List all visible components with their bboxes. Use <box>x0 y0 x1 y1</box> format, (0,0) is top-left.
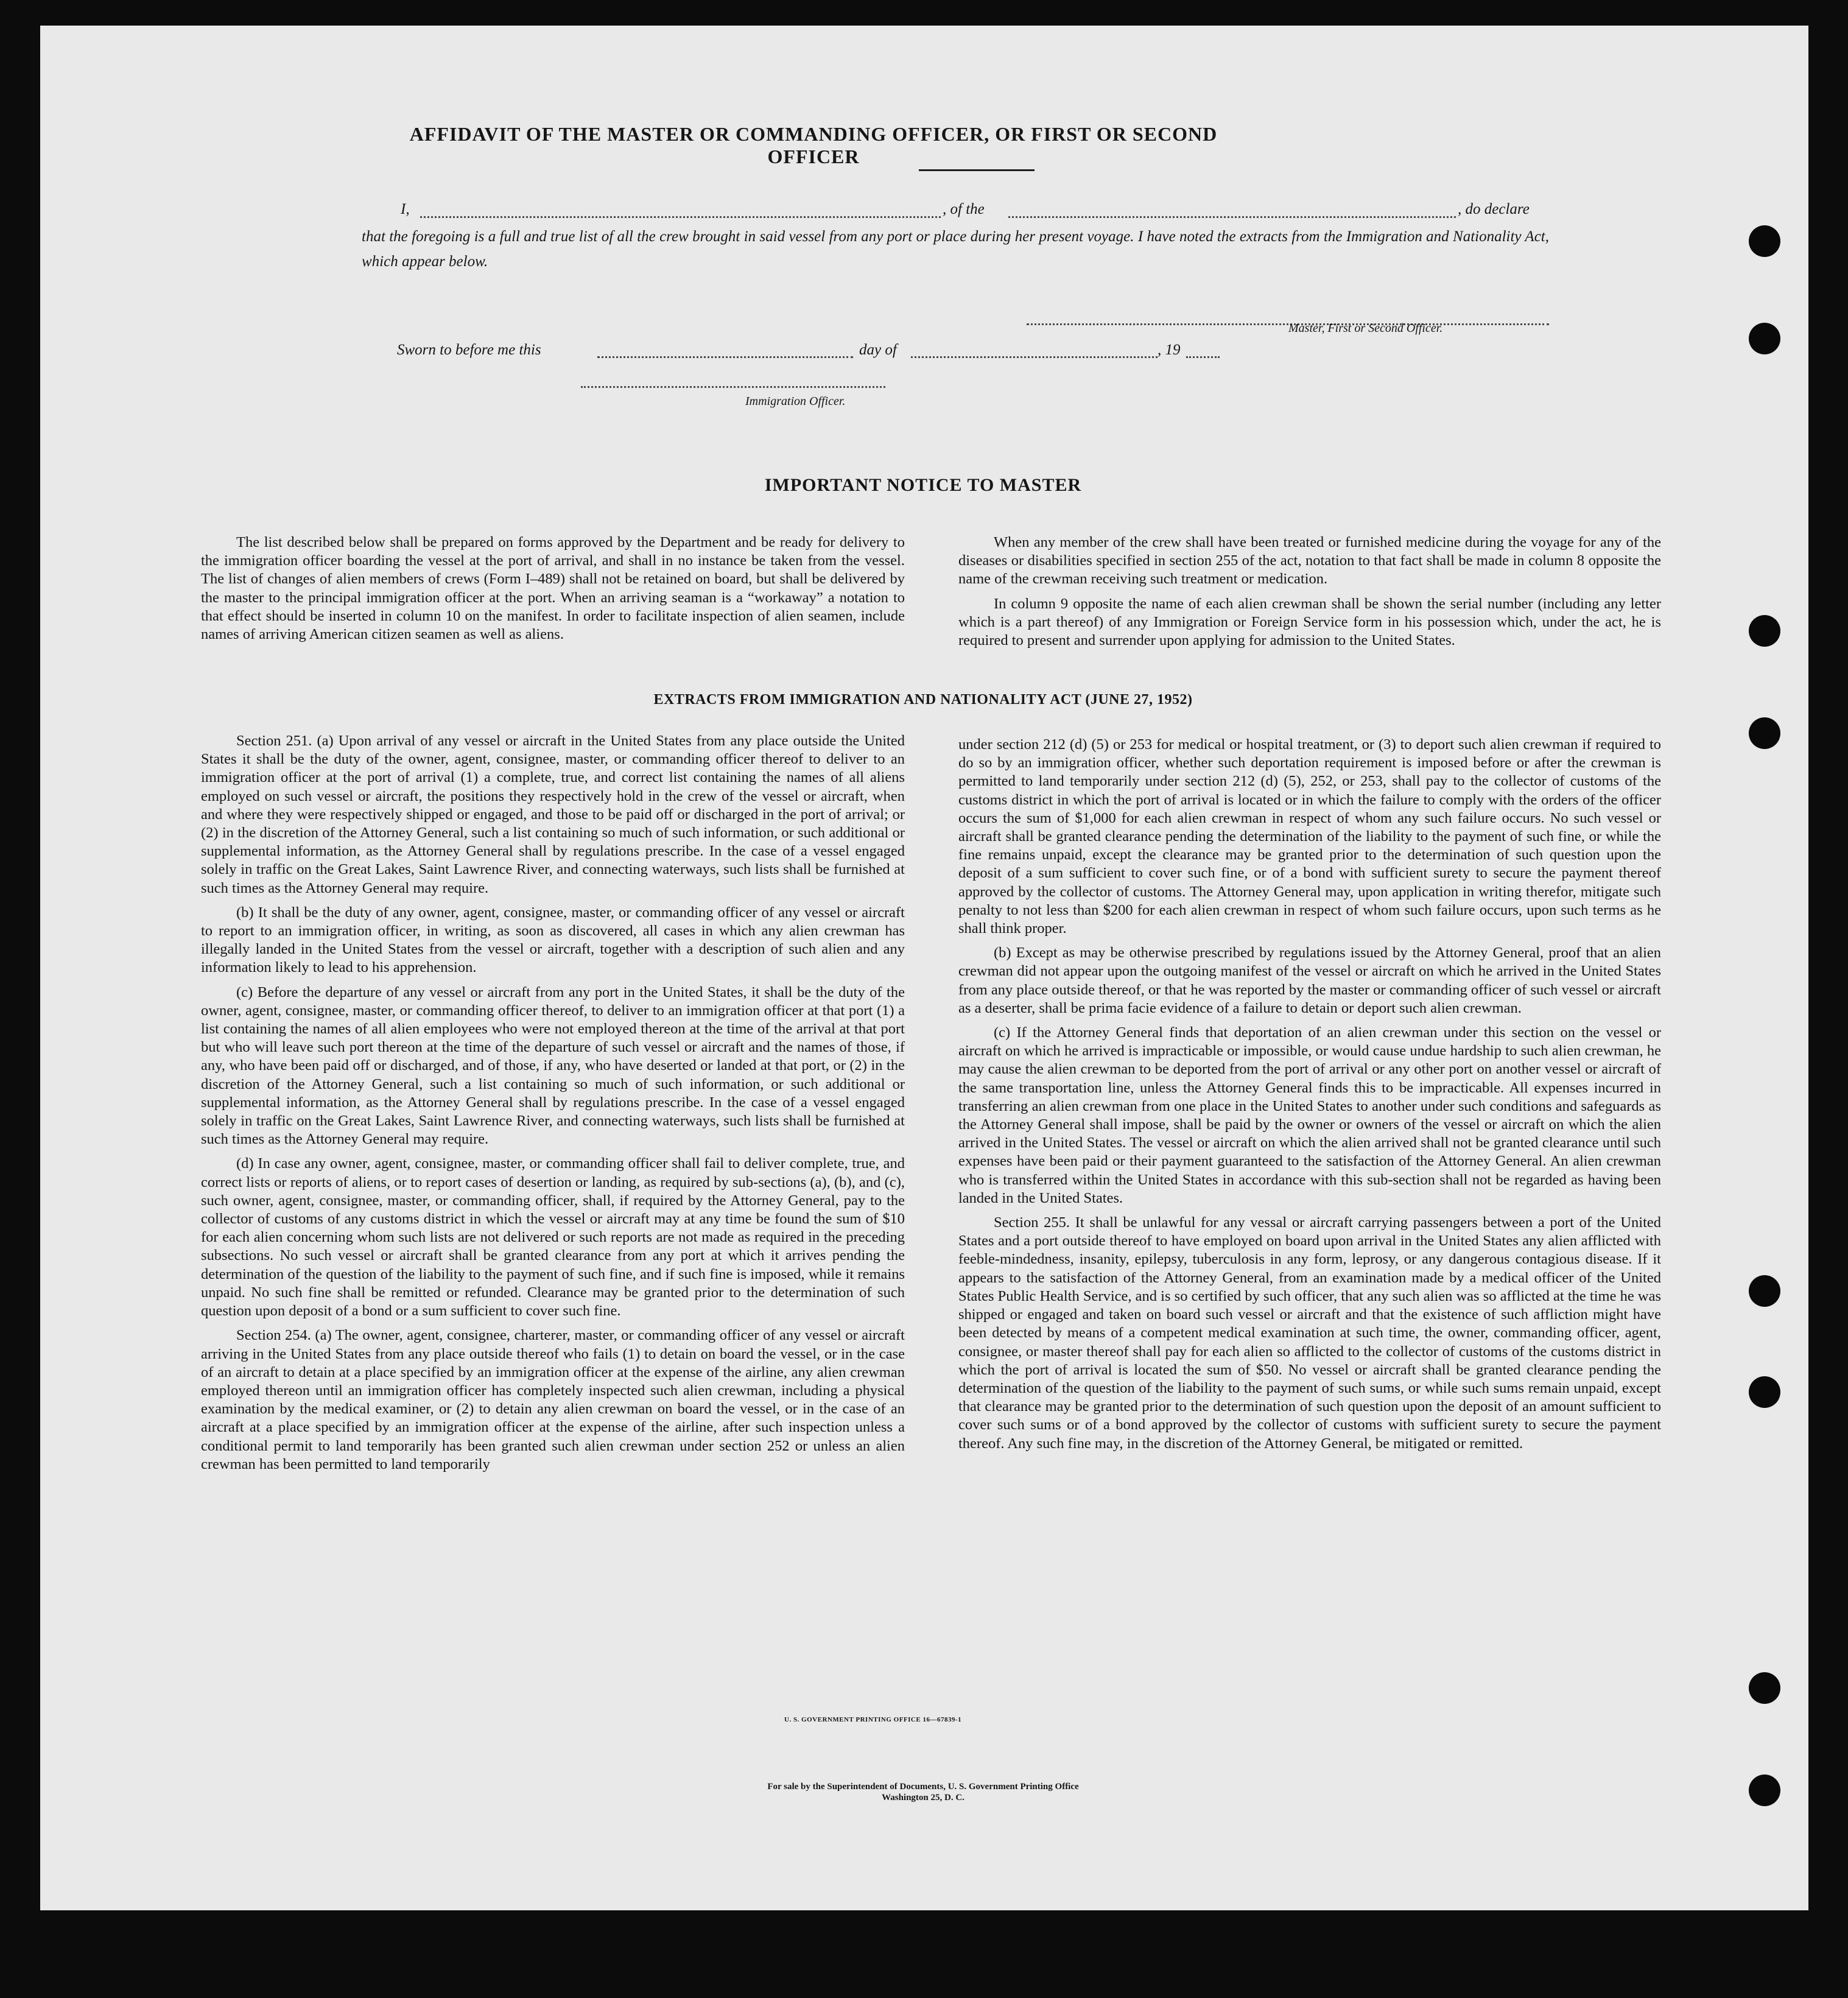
punch-hole <box>1749 1275 1780 1307</box>
section-254-a-continued: under section 212 (d) (5) or 253 for medical or hospital treatment, or (3) to deport such alien crewman if required to do so by an immigration officer, whether such deportation requirement is imposed before or after the crewman is permitted to land temporarily under section 212 (d) (5), 252, or 253, shall pay to the collector of customs of the customs district in which the port of arrival is located or in which the failure to comply with the orders of the officer occurs the sum of $1,000 for each alien crewman in respect of whom any such failure occurs. No such vessel or aircraft shall be granted clearance pending the determination of the liability to the payment of such fine, or while the fine remains unpaid, except the clearance may be granted prior to the determination of such question upon the deposit of a sum sufficient to cover such fine, or of a bond with sufficient surety to secure the payment thereof approved by the collector of customs. The Attorney General may, upon application in writing therefor, mitigate such penalty to not less than $200 for each alien crewman in respect of whom such failure occurs, upon such terms as he shall think proper. <box>958 736 1661 937</box>
notice-left-paragraph: The list described below shall be prepared on forms approved by the Department and be ready for delivery to the immigration officer boarding the vessel at the port of arrival, and shall in no instance be taken from the vessel. The list of changes of alien members of crews (Form I–489) shall not be retained on board, but shall be delivered by the master to the principal immigration officer at the port. When an arriving seaman is a “workaway” a notation to that effect should be inserted in column 10 on the manifest. In order to facilitate inspection of alien seamen, include names of arriving American citizen seamen as well as aliens. <box>201 534 905 643</box>
extracts-title: EXTRACTS FROM IMMIGRATION AND NATIONALITY ACT (JUNE 27, 1952) <box>653 692 1193 708</box>
section-255: Section 255. It shall be unlawful for any vessal or aircraft carrying passengers between a port of the United States and a port outside thereof to have employed on board upon arrival in the United States any alien afflicted with feeble-mindedness, insanity, epilepsy, tuberculosis in any form, leprosy, or any dangerous contagious disease. If it appears to the satisfaction of the Attorney General, from an examination made by a medical officer of the United States Public Health Service, and is so certified by such officer, that any such alien was so afflicted at the time he was shipped or engaged and taken on board such vessel or aircraft and that the existence of such affliction might have been detected by means of a competent medical examination at such time, the owner, commanding officer, agent, consignee, or master thereof shall pay for each alien so afflicted to the collector of customs of the customs district in which the port of arrival is located the sum of $50. No vessel or aircraft shall be granted clearance pending the determination of the question of the liability to the payment of such sums, or while such sums remain unpaid, except that clearance may be granted prior to the determination of such question upon the deposit of an amount sufficient to cover such sums or of a bond approved by the collector of customs with sufficient surety to secure the payment thereof. Any such fine may, in the discretion of the Attorney General, be mitigated or remitted. <box>958 1214 1661 1452</box>
affidavit-line-1 <box>401 201 410 218</box>
section-251-d: (d) In case any owner, agent, consignee, master, or commanding officer shall fail to deliver complete, true, and correct lists or reports of aliens, or to report cases of desertion or landing, as required by sub-sections (a), (b), and (c), such owner, agent, consignee, master, or commanding officer, shall, if required by the Attorney General, pay to the collector of customs of any customs district in which the vessel or aircraft may at any time be found the sum of $10 for each alien concerning whom such lists are not delivered or such reports are not made as required in the preceding subsections. No such vessel or aircraft shall be granted clearance from any port at which it arrives pending the determination of the question of the liability to the payment of such fine, and if such fine is imposed, while it remains unpaid. No such fine shall be remitted or refunded. Clearance may be granted prior to the determination of such question upon deposit of a bond or a sum sufficient to cover such fine. <box>201 1155 905 1320</box>
year-label: , 19 <box>1158 342 1181 358</box>
sale-line-2: Washington 25, D. C. <box>882 1793 964 1803</box>
vessel-field[interactable] <box>1008 206 1456 218</box>
sworn-year-field[interactable] <box>1186 346 1220 358</box>
extracts-left-column <box>201 732 905 1474</box>
notice-right-paragraph-2: In column 9 opposite the name of each alien crewman shall be shown the serial number (including any letter which is a part thereof) of any Immigration or Foreign Service form in his possession which, under the act, he is required to present and surrender upon applying for admission to the United States. <box>958 595 1661 649</box>
master-signature-label: Master, First or Second Officer. <box>1288 322 1443 335</box>
punch-hole <box>1749 1672 1780 1704</box>
document-page <box>40 26 1808 1910</box>
punch-hole <box>1749 717 1780 749</box>
sale-notice <box>649 1781 1197 1803</box>
day-of-label: day of <box>859 342 897 358</box>
notice-left-column <box>201 533 905 644</box>
printing-office-line: U. S. GOVERNMENT PRINTING OFFICE 16—67839-1 <box>784 1716 962 1723</box>
immigration-officer-label: Immigration Officer. <box>745 395 846 408</box>
master-signature-field[interactable] <box>1027 313 1549 325</box>
notice-right-column <box>958 533 1661 650</box>
section-251-c: (c) Before the departure of any vessel or aircraft from any port in the United States, it shall be the duty of the owner, agent, consignee, master, or commanding officer thereof, to deliver to an immigration officer at that port (1) a list containing the names of all alien employees who were not employed thereon at the time of the arrival at that port but who will leave such port thereon at the time of the departure of such vessel or aircraft and the names of those, if any, who have been paid off or discharged, and of those, if any, who have deserted or landed at that port, or (2) in the discretion of the Attorney General, such a list containing so much of such information, or such additional or supplemental information, as the Attorney General shall by regulations prescribe. In the case of a vessel engaged solely in traffic on the Great Lakes, Saint Lawrence River, and connecting waterways, such lists shall be furnished at such times as the Attorney General may require. <box>201 983 905 1148</box>
section-251-a: Section 251. (a) Upon arrival of any vessel or aircraft in the United States from any place outside the United States it shall be the duty of the owner, agent, consignee, master, or commanding officer thereof to deliver to an immigration officer at the port of arrival (1) a complete, true, and correct list containing the names of all aliens employed on such vessel or aircraft, the positions they respectively hold in the crew of the vessel or aircraft, when and where they were respectively shipped or engaged, and those to be paid off or discharged in the port of arrival; or (2) in the discretion of the Attorney General, such a list containing so much of such information, or such additional or supplemental information, as the Attorney General shall by regulations prescribe. In the case of a vessel engaged solely in traffic on the Great Lakes, Saint Lawrence River, and connecting waterways, such lists shall be furnished at such times as the Attorney General may require. <box>201 733 905 896</box>
affidavit-declare-label: , do declare <box>1458 201 1530 217</box>
extracts-right-column <box>958 736 1661 1453</box>
notice-right-paragraph-1: When any member of the crew shall have been treated or furnished medicine during the voyage for any of the diseases or disabilities specified in section 255 of the act, notation to that fact shall be made in column 8 opposite the name of the crewman receiving such treatment or medication. <box>958 534 1661 588</box>
notice-title: IMPORTANT NOTICE TO MASTER <box>764 475 1082 495</box>
punch-hole <box>1749 1376 1780 1408</box>
section-251-b: (b) It shall be the duty of any owner, agent, consignee, master, or commanding officer of any vessel or aircraft to report to an immigration officer, in writing, as soon as discovered, all cases in which any alien crewman has illegally landed in the United States from the vessel or aircraft, together with a description of such alien and any information likely to lead to his apprehension. <box>201 904 905 976</box>
section-254-b: (b) Except as may be otherwise prescribed by regulations issued by the Attorney General, proof that an alien crewman did not appear upon the outgoing manifest of the vessel or aircraft on which he arrived in the United States from any place outside thereof, or that he was reported by the master or commanding officer of such vessel or aircraft as a deserter, shall be prima facie evidence of a failure to detain or deport such alien crewman. <box>958 944 1661 1016</box>
immigration-officer-signature-field[interactable] <box>581 376 885 388</box>
sworn-before-label: Sworn to before me this <box>397 342 541 358</box>
affidavit-title-rule <box>919 169 1035 171</box>
punch-hole <box>1749 615 1780 647</box>
bleed-through-text <box>162 178 172 197</box>
name-field[interactable] <box>420 206 941 218</box>
sworn-day-field[interactable] <box>597 346 853 358</box>
punch-hole <box>1749 323 1780 354</box>
punch-hole <box>1749 1775 1780 1806</box>
affidavit-of-label: , of the <box>943 201 985 217</box>
sworn-month-field[interactable] <box>911 346 1158 358</box>
sale-line-1: For sale by the Superintendent of Documents, U. S. Government Printing Office <box>767 1782 1079 1792</box>
affidavit-i-label: I, <box>401 201 410 217</box>
declaration-text: that the foregoing is a full and true list of all the crew brought in said vessel from any port or place during her present voyage. I have noted the extracts from the Immigration and Nationality Act, which appear below. <box>362 228 1549 270</box>
section-254-a: Section 254. (a) The owner, agent, consignee, charterer, master, or commanding officer of any vessel or aircraft arriving in the United States from any place outside thereof who fails (1) to detain on board the vessel, or in the case of an aircraft to detain at a place specified by an immigration officer at the expense of the airline, any alien crewman employed thereon until an immigration officer has completely inspected such alien crewman, including a physical examination by the medical examiner, or (2) to detain any alien crewman on board the vessel, or in the case of an aircraft at a place specified by an immigration officer at the expense of the airline, after such inspection unless a conditional permit to land temporarily has been granted such alien crewman under section 252 or unless an alien crewman has been permitted to land temporarily <box>201 1327 905 1472</box>
punch-hole <box>1749 225 1780 257</box>
section-254-c: (c) If the Attorney General finds that deportation of an alien crewman under this section on the vessel or aircraft on which he arrived is impracticable or impossible, or would cause undue hardship to such alien crewman, he may cause the alien crewman to be deported from the port of arrival or any other port on another vessel or aircraft of the same transportation line, unless the Attorney General finds this to be impracticable. All expenses incurred in transferring an alien crewman from one place in the United States to another under such conditions and safeguards as the Attorney General shall impose, shall be paid by the owner or owners of the vessel or aircraft on which the alien arrived in the United States. The vessel or aircraft on which the alien arrived shall not be granted clearance until such expenses have been paid or their payment guaranteed to the satisfaction of the Attorney General. An alien crewman who is transferred within the United States in accordance with this sub-section shall not be regarded as having been landed in the United States. <box>958 1024 1661 1206</box>
affidavit-title: AFFIDAVIT OF THE MASTER OR COMMANDING OFFICER, OR FIRST OR SECOND OFFICER <box>409 123 1218 167</box>
